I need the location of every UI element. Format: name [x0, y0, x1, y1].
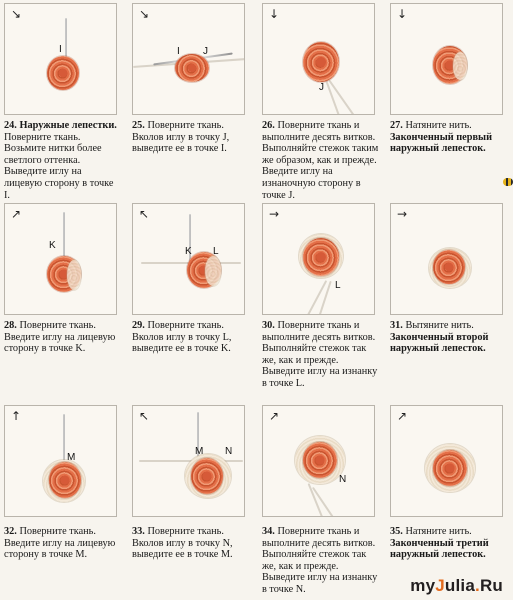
direction-arrow-icon: ↖ — [139, 409, 150, 423]
rose-bud — [191, 458, 223, 494]
point-label-m: M — [195, 446, 204, 457]
point-label-k: K — [185, 246, 192, 257]
step-24-photo — [4, 3, 117, 115]
step-result: Законченный третий наружный лепесток. — [390, 537, 489, 561]
rose-bud — [175, 54, 209, 82]
step-text: Вытяните нить. — [405, 320, 474, 331]
step-33-caption — [132, 526, 250, 561]
step-29-photo — [132, 203, 245, 315]
step-27-photo — [390, 3, 503, 115]
outer-petal — [453, 52, 467, 80]
step-number: 29. — [132, 320, 145, 331]
step-number: 34. — [262, 526, 275, 537]
needle — [65, 18, 67, 58]
watermark-logo: myJulia.Ru — [410, 576, 503, 595]
step-text: Поверните ткань. Введите иглу на лицевую сторону в точке M. — [4, 526, 116, 561]
point-label-j: J — [203, 46, 208, 57]
step-text: Поверните ткань и выполните десять витков. Выполняйте стежок так же, как и прежде. Выведите иглу на изнанку в точке L. — [262, 320, 378, 389]
direction-arrow-icon: ↗ — [269, 409, 280, 423]
step-27-caption — [390, 120, 508, 155]
rose-bud — [433, 250, 465, 284]
step-32-caption — [4, 526, 122, 561]
point-label-l: L — [335, 280, 341, 291]
point-label-n: N — [225, 446, 233, 457]
point-label-k: K — [49, 240, 56, 251]
step-30-photo — [262, 203, 375, 315]
rose-bud — [49, 462, 81, 498]
point-label-l: L — [213, 246, 219, 257]
direction-arrow-icon: ↗ — [11, 207, 22, 221]
direction-arrow-icon: ↑ — [11, 409, 22, 423]
direction-arrow-icon: ↓ — [397, 7, 408, 21]
step-number: 33. — [132, 526, 145, 537]
step-24-caption — [4, 120, 122, 201]
step-34-caption — [262, 526, 380, 596]
step-number: 28. — [4, 320, 17, 331]
direction-arrow-icon: ↘ — [11, 7, 22, 21]
step-text: Поверните ткань. Вколов иглу в точку L, выведите ее в точке K. — [132, 320, 232, 355]
step-number: 26. — [262, 120, 275, 131]
step-34-photo — [262, 405, 375, 517]
needle — [63, 414, 65, 464]
rose-bud — [47, 56, 79, 90]
point-label-i: I — [59, 44, 62, 55]
point-label-i: I — [177, 46, 180, 57]
step-35-photo — [390, 405, 503, 517]
step-text: Поверните ткань. Вколов иглу в точку J, выведите ее в точке I. — [132, 120, 230, 155]
step-text: Поверните ткань. Возьмите нитки более светлого оттенка. Выведите иглу на лицевую сторону в точке I. — [4, 131, 114, 201]
step-number: 31. — [390, 320, 403, 331]
rose-bud — [303, 42, 339, 82]
step-text: Поверните ткань и выполните десять витков. Выполняйте стежок таким же образом, как и прежде. Введите иглу на изнаночную сторону в точке J. — [262, 120, 379, 201]
point-label-j: J — [319, 82, 324, 93]
direction-arrow-icon: ↖ — [139, 207, 150, 221]
step-number: 30. — [262, 320, 275, 331]
step-number: 25. — [132, 120, 145, 131]
outer-petal — [205, 256, 221, 286]
step-heading: Наружные лепестки. — [19, 120, 117, 131]
step-text: Натяните нить. — [405, 120, 472, 131]
direction-arrow-icon: ↓ — [269, 7, 280, 21]
step-33-photo — [132, 405, 245, 517]
rose-bud — [433, 450, 467, 486]
outer-petal — [67, 260, 81, 290]
direction-arrow-icon: ↘ — [139, 7, 150, 21]
step-number: 35. — [390, 526, 403, 537]
step-25-photo — [132, 3, 245, 115]
rose-bud — [303, 238, 339, 276]
point-label-m: M — [67, 452, 76, 463]
needle — [63, 212, 65, 258]
step-text: Поверните ткань. Введите иглу на лицевую сторону в точке K. — [4, 320, 116, 355]
direction-arrow-icon: ↗ — [397, 409, 408, 423]
step-32-photo — [4, 405, 117, 517]
step-28-caption — [4, 320, 122, 355]
step-text: Натяните нить. — [405, 526, 472, 537]
step-31-photo — [390, 203, 503, 315]
bee-icon — [503, 178, 513, 186]
step-28-photo — [4, 203, 117, 315]
step-26-caption — [262, 120, 380, 201]
rose-bud — [303, 442, 337, 478]
direction-arrow-icon: → — [269, 207, 280, 221]
step-number: 27. — [390, 120, 403, 131]
direction-arrow-icon: → — [397, 207, 408, 221]
step-result: Законченный первый наружный лепесток. — [390, 131, 493, 155]
step-text: Поверните ткань. Вколов иглу в точку N, выведите ее в точке M. — [132, 526, 233, 561]
step-text: Поверните ткань и выполните десять витков. Выполняйте стежок так же, как и прежде. Выведите иглу на изнанку в точке N. — [262, 526, 378, 595]
point-label-n: N — [339, 474, 347, 485]
step-30-caption — [262, 320, 380, 390]
step-number: 24. — [4, 120, 17, 131]
step-35-caption — [390, 526, 508, 561]
step-26-photo — [262, 3, 375, 115]
step-25-caption — [132, 120, 250, 155]
step-29-caption — [132, 320, 250, 355]
step-number: 32. — [4, 526, 17, 537]
step-31-caption — [390, 320, 508, 355]
step-result: Законченный второй наружный лепесток. — [390, 331, 489, 355]
